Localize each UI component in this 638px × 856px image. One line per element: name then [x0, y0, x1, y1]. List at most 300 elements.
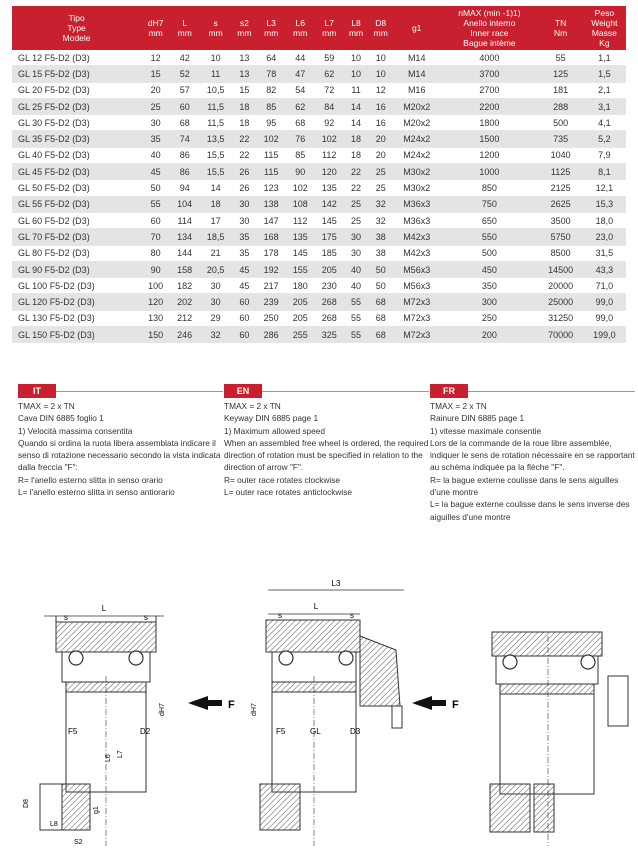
- col-header-line: L3: [266, 18, 276, 28]
- table-cell-D8: 38: [368, 245, 393, 261]
- it-line-4: R= l'anello esterno slitta in senso orario: [18, 474, 163, 485]
- table-cell-type: GL 35 F5-D2 (D3): [12, 131, 141, 147]
- table-cell-type: GL 45 F5-D2 (D3): [12, 164, 141, 180]
- table-cell-L8: 11: [344, 82, 369, 98]
- table-cell-L: 158: [170, 261, 199, 277]
- table-cell-D8: 38: [368, 229, 393, 245]
- col-header-L8: [344, 6, 369, 50]
- table-cell-L8: 30: [344, 229, 369, 245]
- table-cell-TN: 31250: [538, 310, 582, 326]
- label-d3: D3: [350, 727, 361, 736]
- table-cell-L: 144: [170, 245, 199, 261]
- it-line-2: 1) Velocità massima consentita: [18, 425, 133, 436]
- table-cell-L6: 205: [286, 310, 315, 326]
- col-header-line: g1: [411, 23, 422, 33]
- table-cell-nmax: 500: [440, 245, 538, 261]
- col-header-line: L6: [295, 18, 305, 28]
- table-cell-TN: 500: [538, 115, 582, 131]
- table-cell-D8: 50: [368, 261, 393, 277]
- table-cell-L: 246: [170, 327, 199, 343]
- table-cell-L7: 84: [315, 98, 344, 114]
- table-cell-d: 45: [141, 164, 170, 180]
- col-header-line: mm: [208, 28, 223, 38]
- table-cell-L: 202: [170, 294, 199, 310]
- table-cell-s: 18,5: [199, 229, 232, 245]
- col-header-line: L7: [324, 18, 334, 28]
- table-cell-L6: 102: [286, 180, 315, 196]
- table-cell-peso: 12,1: [583, 180, 626, 196]
- table-cell-D8: 16: [368, 98, 393, 114]
- dim-label-l6-1: L6: [105, 754, 112, 762]
- dim-label-s2-1: S2: [74, 839, 83, 846]
- table-cell-peso: 199,0: [583, 327, 626, 343]
- table-cell-TN: 181: [538, 82, 582, 98]
- col-header-line: mm: [348, 28, 364, 38]
- table-cell-d: 15: [141, 66, 170, 82]
- fr-line-4: R= la bague externe coulisse dans le sens aiguilles d'une montre: [430, 474, 619, 498]
- table-cell-L3: 85: [257, 98, 286, 114]
- dim-label-g1-1: g1: [93, 806, 100, 814]
- table-cell-L7: 230: [315, 278, 344, 294]
- table-cell-g1: M14: [393, 50, 440, 66]
- table-cell-TN: 8500: [538, 245, 582, 261]
- table-row: [12, 245, 626, 261]
- dim-label-s-2a: s: [278, 611, 282, 620]
- table-row: [12, 147, 626, 163]
- table-cell-L8: 40: [344, 261, 369, 277]
- col-header-line: dH7: [147, 18, 164, 28]
- table-row: [12, 180, 626, 196]
- col-header-line: Modele: [62, 33, 91, 43]
- table-cell-s2: 45: [232, 261, 257, 277]
- table-cell-D8: 10: [368, 66, 393, 82]
- dim-label-l3-2: L3: [331, 579, 341, 588]
- table-cell-s2: 45: [232, 278, 257, 294]
- table-cell-nmax: 1800: [440, 115, 538, 131]
- table-cell-L: 86: [170, 147, 199, 163]
- table-cell-L6: 90: [286, 164, 315, 180]
- table-cell-s2: 18: [232, 98, 257, 114]
- col-header-line: Type: [67, 23, 86, 33]
- en-line-5: L= outer race rotates anticlockwise: [224, 487, 352, 498]
- table-cell-peso: 99,0: [583, 294, 626, 310]
- table-cell-TN: 125: [538, 66, 582, 82]
- table-cell-L6: 108: [286, 196, 315, 212]
- table-cell-d: 50: [141, 180, 170, 196]
- table-cell-nmax: 650: [440, 212, 538, 228]
- table-cell-d: 25: [141, 98, 170, 114]
- table-cell-D8: 20: [368, 131, 393, 147]
- label-d2: D2: [140, 727, 151, 736]
- table-cell-g1: M14: [393, 66, 440, 82]
- col-header-line: nMAX (min -1)1): [458, 8, 521, 18]
- dim-label-dh7-1: dH7: [159, 703, 166, 716]
- table-cell-L3: 115: [257, 164, 286, 180]
- table-cell-D8: 20: [368, 147, 393, 163]
- table-cell-L7: 112: [315, 147, 344, 163]
- col-header-L7: [315, 6, 344, 50]
- table-cell-peso: 3,1: [583, 98, 626, 114]
- table-cell-L8: 18: [344, 147, 369, 163]
- table-cell-TN: 20000: [538, 278, 582, 294]
- table-cell-s: 30: [199, 278, 232, 294]
- table-cell-L8: 55: [344, 310, 369, 326]
- table-cell-type: GL 90 F5-D2 (D3): [12, 261, 141, 277]
- table-cell-L6: 205: [286, 294, 315, 310]
- table-cell-type: GL 80 F5-D2 (D3): [12, 245, 141, 261]
- fr-line-0: TMAX = 2 x TN: [430, 401, 487, 411]
- table-cell-L6: 155: [286, 261, 315, 277]
- table-cell-L3: 168: [257, 229, 286, 245]
- table-cell-L3: 192: [257, 261, 286, 277]
- table-cell-type: GL 40 F5-D2 (D3): [12, 147, 141, 163]
- table-cell-type: GL 50 F5-D2 (D3): [12, 180, 141, 196]
- table-cell-s2: 22: [232, 147, 257, 163]
- table-row: [12, 229, 626, 245]
- col-header-line: Masse: [591, 28, 617, 38]
- table-cell-L: 68: [170, 115, 199, 131]
- it-line-5: L= l'anello esterno slitta in senso antiorario: [18, 487, 175, 498]
- col-header-line: mm: [237, 28, 252, 38]
- table-cell-L7: 142: [315, 196, 344, 212]
- table-cell-L6: 145: [286, 245, 315, 261]
- table-cell-L8: 25: [344, 196, 369, 212]
- table-cell-s: 20,5: [199, 261, 232, 277]
- fr-line-5: L= la bague externe coulisse dans le sens inverse des aiguilles d'une montre: [430, 499, 630, 522]
- table-cell-L7: 175: [315, 229, 344, 245]
- table-cell-s2: 35: [232, 245, 257, 261]
- table-cell-g1: M30x2: [393, 180, 440, 196]
- table-cell-TN: 2625: [538, 196, 582, 212]
- table-cell-L3: 147: [257, 212, 286, 228]
- lang-tag-en: EN: [224, 384, 262, 398]
- table-cell-peso: 43,3: [583, 261, 626, 277]
- col-header-d: [141, 6, 170, 50]
- it-line-3: Quando si ordina la ruota libera assemblata indicare il senso di rotazione necessario secondo la vista indicata dalla freccia "F":: [18, 437, 221, 473]
- table-cell-L3: 102: [257, 131, 286, 147]
- table-cell-nmax: 1200: [440, 147, 538, 163]
- it-line-0: TMAX = 2 x TN: [18, 401, 75, 411]
- table-cell-L: 86: [170, 164, 199, 180]
- table-cell-s: 10: [199, 50, 232, 66]
- table-row: [12, 278, 626, 294]
- table-cell-type: GL 70 F5-D2 (D3): [12, 229, 141, 245]
- col-header-line: TN: [554, 18, 567, 28]
- table-cell-g1: M30x2: [393, 164, 440, 180]
- table-cell-D8: 68: [368, 327, 393, 343]
- table-cell-d: 120: [141, 294, 170, 310]
- table-cell-s2: 60: [232, 327, 257, 343]
- table-cell-L: 212: [170, 310, 199, 326]
- table-cell-L8: 14: [344, 98, 369, 114]
- table-cell-L3: 64: [257, 50, 286, 66]
- table-cell-L: 94: [170, 180, 199, 196]
- table-cell-L3: 95: [257, 115, 286, 131]
- table-row: [12, 261, 626, 277]
- table-row: [12, 164, 626, 180]
- table-cell-nmax: 1500: [440, 131, 538, 147]
- table-cell-L: 104: [170, 196, 199, 212]
- table-cell-type: GL 120 F5-D2 (D3): [12, 294, 141, 310]
- table-cell-peso: 15,3: [583, 196, 626, 212]
- table-row: [12, 98, 626, 114]
- table-cell-g1: M36x3: [393, 212, 440, 228]
- table-cell-type: GL 20 F5-D2 (D3): [12, 82, 141, 98]
- table-cell-L8: 14: [344, 115, 369, 131]
- table-cell-s: 15,5: [199, 164, 232, 180]
- table-cell-L6: 180: [286, 278, 315, 294]
- col-header-line: Peso: [594, 8, 615, 18]
- table-cell-peso: 2,1: [583, 82, 626, 98]
- col-header-line: Weight: [591, 18, 618, 28]
- fr-line-1: Rainure DIN 6885 page 1: [430, 413, 525, 424]
- dim-label-s-1b: s: [144, 613, 148, 622]
- col-header-line: mm: [322, 28, 337, 38]
- table-cell-s: 13,5: [199, 131, 232, 147]
- table-cell-L3: 217: [257, 278, 286, 294]
- table-cell-s: 32: [199, 327, 232, 343]
- table-cell-type: GL 25 F5-D2 (D3): [12, 98, 141, 114]
- table-cell-g1: M36x3: [393, 196, 440, 212]
- table-cell-L8: 55: [344, 327, 369, 343]
- table-cell-TN: 55: [538, 50, 582, 66]
- it-line-1: Cava DIN 6885 foglio 1: [18, 413, 104, 424]
- table-cell-D8: 50: [368, 278, 393, 294]
- table-cell-s2: 60: [232, 294, 257, 310]
- col-header-type: [12, 6, 141, 50]
- table-cell-d: 35: [141, 131, 170, 147]
- table-cell-L6: 47: [286, 66, 315, 82]
- table-cell-peso: 4,1: [583, 115, 626, 131]
- table-cell-L7: 92: [315, 115, 344, 131]
- table-cell-d: 12: [141, 50, 170, 66]
- table-cell-s2: 30: [232, 212, 257, 228]
- table-cell-L8: 10: [344, 50, 369, 66]
- table-cell-g1: M42x3: [393, 245, 440, 261]
- table-cell-s: 11,5: [199, 115, 232, 131]
- table-cell-nmax: 200: [440, 327, 538, 343]
- table-cell-s: 11,5: [199, 98, 232, 114]
- table-cell-L7: 325: [315, 327, 344, 343]
- dim-label-l-1: L: [101, 604, 107, 613]
- table-cell-TN: 25000: [538, 294, 582, 310]
- table-cell-nmax: 550: [440, 229, 538, 245]
- table-cell-s2: 26: [232, 180, 257, 196]
- table-cell-D8: 10: [368, 50, 393, 66]
- table-cell-L6: 76: [286, 131, 315, 147]
- col-header-line: s: [213, 18, 218, 28]
- col-header-line: mm: [177, 28, 192, 38]
- table-cell-s2: 35: [232, 229, 257, 245]
- table-cell-L6: 85: [286, 147, 315, 163]
- drawing-f5-d2: [23, 604, 235, 846]
- table-cell-L: 114: [170, 212, 199, 228]
- table-cell-g1: M20x2: [393, 98, 440, 114]
- table-cell-L3: 250: [257, 310, 286, 326]
- table-cell-peso: 71,0: [583, 278, 626, 294]
- col-header-line: L: [182, 18, 188, 28]
- table-row: [12, 131, 626, 147]
- table-cell-L3: 78: [257, 66, 286, 82]
- table-row: [12, 310, 626, 326]
- table-cell-type: GL 30 F5-D2 (D3): [12, 115, 141, 131]
- dim-label-s-1a: s: [64, 613, 68, 622]
- col-header-line: mm: [293, 28, 308, 38]
- table-cell-type: GL 150 F5-D2 (D3): [12, 327, 141, 343]
- table-cell-g1: M24x2: [393, 131, 440, 147]
- table-cell-nmax: 300: [440, 294, 538, 310]
- table-cell-g1: M56x3: [393, 261, 440, 277]
- en-line-0: TMAX = 2 x TN: [224, 401, 281, 411]
- table-cell-s: 29: [199, 310, 232, 326]
- table-cell-nmax: 350: [440, 278, 538, 294]
- table-row: [12, 66, 626, 82]
- table-cell-s: 21: [199, 245, 232, 261]
- table-cell-s: 18: [199, 196, 232, 212]
- table-row: [12, 196, 626, 212]
- lang-tag-fr: FR: [430, 384, 468, 398]
- table-cell-L7: 185: [315, 245, 344, 261]
- col-header-s2: [232, 6, 257, 50]
- dim-label-l8-1: L8: [50, 821, 58, 828]
- table-cell-L8: 30: [344, 245, 369, 261]
- label-gl: GL: [310, 727, 321, 736]
- table-cell-peso: 99,0: [583, 310, 626, 326]
- fr-line-2: 1) vitesse maximale consentie: [430, 425, 542, 436]
- col-header-g1: [393, 6, 440, 50]
- label-f5-2: F5: [276, 727, 286, 736]
- table-cell-TN: 288: [538, 98, 582, 114]
- dim-label-dh7-2: dH7: [251, 703, 258, 716]
- table-cell-L3: 115: [257, 147, 286, 163]
- table-row: [12, 50, 626, 66]
- table-cell-L3: 138: [257, 196, 286, 212]
- table-cell-L: 42: [170, 50, 199, 66]
- table-cell-g1: M42x3: [393, 229, 440, 245]
- table-cell-nmax: 4000: [440, 50, 538, 66]
- table-cell-L3: 82: [257, 82, 286, 98]
- table-cell-type: GL 130 F5-D2 (D3): [12, 310, 141, 326]
- table-cell-s2: 15: [232, 82, 257, 98]
- table-cell-nmax: 2700: [440, 82, 538, 98]
- table-cell-L8: 22: [344, 180, 369, 196]
- drawing-gl-d3: [251, 579, 459, 846]
- table-cell-d: 60: [141, 212, 170, 228]
- lang-tag-it: IT: [18, 384, 56, 398]
- notes-en: [224, 384, 429, 498]
- table-cell-nmax: 450: [440, 261, 538, 277]
- table-cell-L: 74: [170, 131, 199, 147]
- table-cell-D8: 12: [368, 82, 393, 98]
- table-cell-peso: 1,5: [583, 66, 626, 82]
- table-cell-L8: 18: [344, 131, 369, 147]
- table-cell-L3: 123: [257, 180, 286, 196]
- table-cell-g1: M72x3: [393, 310, 440, 326]
- table-cell-L8: 22: [344, 164, 369, 180]
- table-cell-L3: 178: [257, 245, 286, 261]
- table-cell-L7: 268: [315, 310, 344, 326]
- fr-line-3: Lors de la commande de la roue libre assemblée, indiquer le sens de rotation nécessaire en se rapportant au schéma indiquée pa la flèche "F".: [430, 437, 635, 473]
- table-cell-L3: 239: [257, 294, 286, 310]
- table-row: [12, 212, 626, 228]
- table-cell-TN: 2125: [538, 180, 582, 196]
- table-cell-g1: M20x2: [393, 115, 440, 131]
- table-cell-s2: 13: [232, 66, 257, 82]
- table-row: [12, 115, 626, 131]
- table-cell-type: GL 60 F5-D2 (D3): [12, 212, 141, 228]
- table-cell-L8: 55: [344, 294, 369, 310]
- table-cell-s: 30: [199, 294, 232, 310]
- col-header-line: Kg: [599, 38, 610, 48]
- table-cell-L7: 102: [315, 131, 344, 147]
- table-cell-peso: 7,9: [583, 147, 626, 163]
- table-cell-L6: 112: [286, 212, 315, 228]
- table-cell-D8: 68: [368, 310, 393, 326]
- col-header-line: mm: [373, 28, 388, 38]
- table-cell-d: 55: [141, 196, 170, 212]
- table-cell-D8: 32: [368, 212, 393, 228]
- table-cell-L: 182: [170, 278, 199, 294]
- table-cell-nmax: 3700: [440, 66, 538, 82]
- table-row: [12, 327, 626, 343]
- table-cell-nmax: 750: [440, 196, 538, 212]
- table-cell-L: 134: [170, 229, 199, 245]
- table-cell-s: 11: [199, 66, 232, 82]
- table-cell-d: 90: [141, 261, 170, 277]
- col-header-line: D8: [375, 18, 387, 28]
- table-cell-L6: 44: [286, 50, 315, 66]
- table-cell-L7: 145: [315, 212, 344, 228]
- table-cell-type: GL 100 F5-D2 (D3): [12, 278, 141, 294]
- col-header-nmax: [440, 6, 538, 50]
- col-header-D8: [368, 6, 393, 50]
- dim-label-l-2: L: [313, 602, 319, 611]
- dim-label-d8-1: D8: [23, 799, 30, 808]
- table-cell-s: 14: [199, 180, 232, 196]
- table-cell-type: GL 15 F5-D2 (D3): [12, 66, 141, 82]
- spec-table: [12, 6, 626, 343]
- table-cell-L7: 59: [315, 50, 344, 66]
- table-cell-TN: 1125: [538, 164, 582, 180]
- col-header-L: [170, 6, 199, 50]
- table-cell-d: 20: [141, 82, 170, 98]
- table-row: [12, 294, 626, 310]
- table-cell-TN: 70000: [538, 327, 582, 343]
- en-line-3: When an assembled free wheel is ordered, the required direction of rotation must be specified in relation to the direction of arrow "F".: [224, 437, 429, 473]
- table-cell-L: 60: [170, 98, 199, 114]
- label-f5: F5: [68, 727, 78, 736]
- table-cell-L8: 40: [344, 278, 369, 294]
- table-cell-s2: 22: [232, 131, 257, 147]
- table-cell-L6: 255: [286, 327, 315, 343]
- table-cell-L3: 286: [257, 327, 286, 343]
- col-header-line: Inner race: [470, 28, 509, 38]
- col-header-line: Bague intème: [463, 38, 516, 48]
- table-cell-TN: 3500: [538, 212, 582, 228]
- table-cell-s2: 30: [232, 196, 257, 212]
- col-header-line: mm: [148, 28, 163, 38]
- table-cell-d: 100: [141, 278, 170, 294]
- table-cell-L6: 54: [286, 82, 315, 98]
- col-header-line: Nm: [553, 28, 568, 38]
- arrow-label-f-2: F: [452, 699, 459, 711]
- table-cell-L7: 72: [315, 82, 344, 98]
- table-cell-TN: 1040: [538, 147, 582, 163]
- table-cell-L6: 135: [286, 229, 315, 245]
- table-cell-s2: 60: [232, 310, 257, 326]
- table-cell-g1: M72x3: [393, 327, 440, 343]
- table-cell-D8: 32: [368, 196, 393, 212]
